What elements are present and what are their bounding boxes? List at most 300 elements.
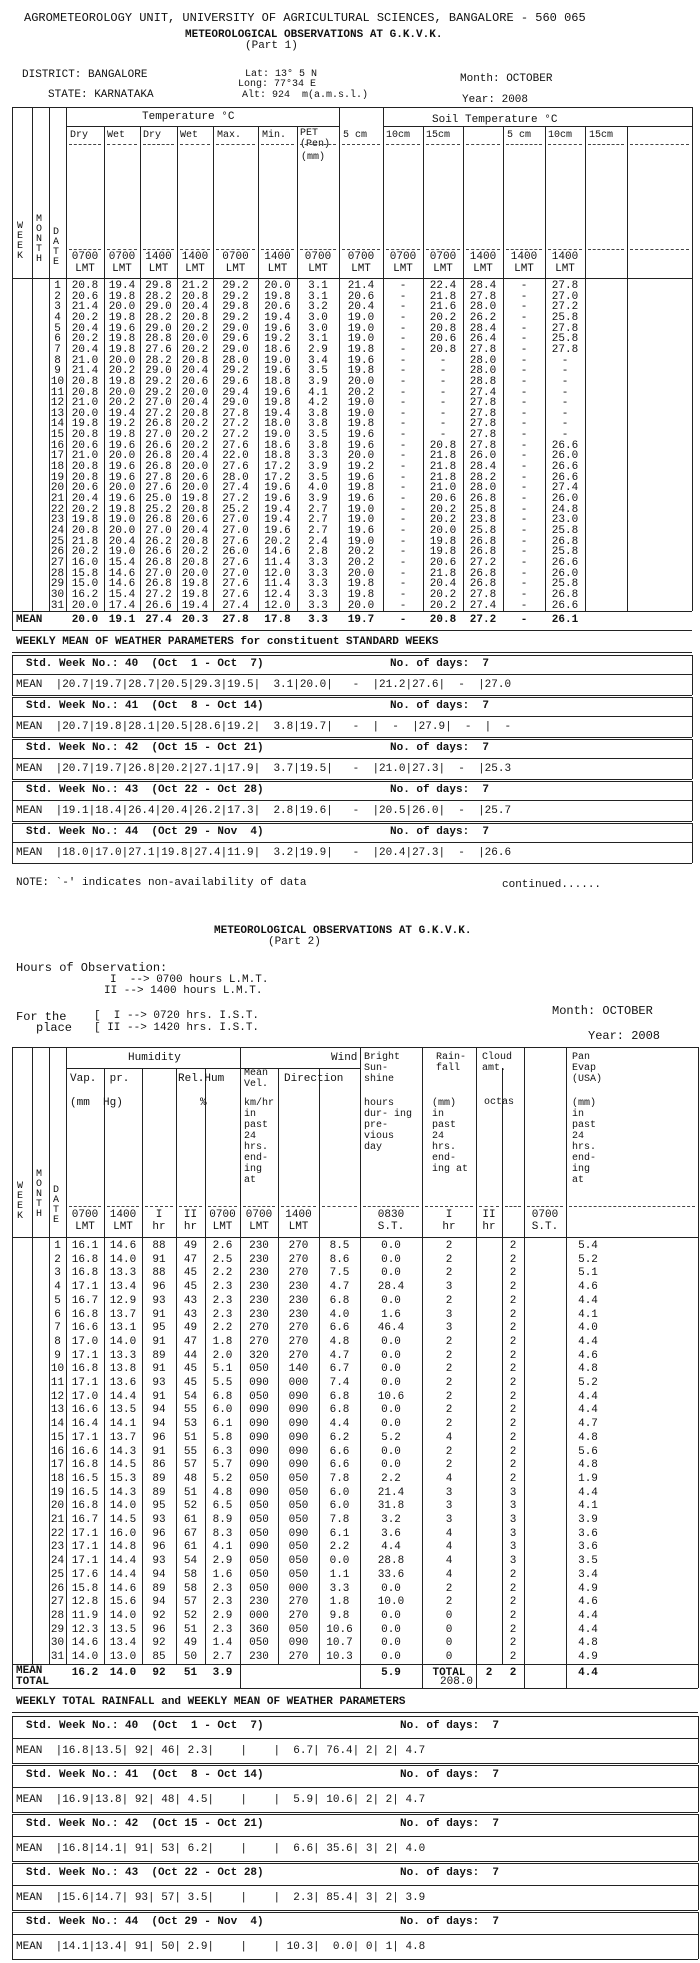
part2-mean-cell: 4.4 bbox=[578, 1667, 598, 1679]
part1-cell: 26.8 bbox=[145, 514, 172, 527]
part1-cell: 11.4 bbox=[264, 578, 291, 591]
part2-cell: 1 bbox=[54, 1240, 61, 1252]
part1-cell: 19.6 bbox=[108, 322, 136, 335]
part1-cell: 26.8 bbox=[551, 535, 579, 548]
part2-cell: 49 bbox=[183, 1637, 198, 1650]
part2-cell: 15 bbox=[50, 1431, 65, 1444]
part1-time-cell: 1400 bbox=[264, 251, 291, 263]
part1-cell: 20.2 bbox=[108, 397, 136, 410]
hours-label: Hours of Observation: bbox=[16, 961, 168, 975]
part2-cell: 14.0 bbox=[109, 1253, 137, 1266]
part1-cell: 5 bbox=[54, 322, 61, 335]
part1-cell: 20.0 bbox=[108, 524, 136, 537]
part1-cell: 27.6 bbox=[145, 482, 172, 495]
part1-mean-cell: 20.3 bbox=[181, 614, 209, 626]
part1-cell: 27.0 bbox=[145, 567, 172, 580]
part1-cell: 22.0 bbox=[222, 450, 249, 463]
part2-cell: 18 bbox=[50, 1472, 65, 1485]
part2-cell: 14.6 bbox=[71, 1637, 99, 1650]
part1-cell: 20.2 bbox=[347, 556, 375, 569]
part2-cell: 6.6 bbox=[329, 1322, 350, 1335]
part1-cell: 29.2 bbox=[222, 280, 249, 292]
part1-cell: 19.6 bbox=[108, 471, 136, 484]
part1-cell: 28.8 bbox=[469, 375, 497, 388]
part2-cell: 2 bbox=[509, 1267, 517, 1280]
part2-cell: 44 bbox=[183, 1349, 198, 1362]
part2-cell: 1.6 bbox=[212, 1568, 233, 1581]
part1-time-cell: 1400 bbox=[469, 251, 497, 263]
part1-mean-cell: 19.1 bbox=[108, 614, 136, 626]
part1-cell: 27.6 bbox=[222, 535, 249, 548]
vapour-pressure-unit: (mm Hg) bbox=[70, 1097, 123, 1109]
part1-cell: 11.4 bbox=[264, 556, 291, 569]
part1-cell: 26 bbox=[50, 546, 65, 559]
part1-time-cell: 0700 bbox=[347, 251, 375, 263]
part2-cell: 16.4 bbox=[71, 1418, 99, 1431]
part1-cell: 21.0 bbox=[71, 397, 99, 410]
rule-line bbox=[692, 655, 693, 695]
part2-cell: 14.6 bbox=[109, 1240, 137, 1252]
part1-cell: - bbox=[399, 375, 407, 388]
part1-cell: 28.8 bbox=[145, 333, 172, 346]
col-soil-15cm-1400: 15cm bbox=[589, 130, 614, 141]
rule-line bbox=[12, 1910, 698, 1911]
part2-cell: 0.0 bbox=[381, 1240, 401, 1252]
part1-cell: 20 bbox=[50, 482, 65, 495]
part1-cell: 13 bbox=[50, 407, 65, 420]
part2-cell: 14.1 bbox=[109, 1418, 137, 1431]
part2-cell: 2 bbox=[509, 1651, 517, 1663]
part1-time-cell: 1400 bbox=[145, 251, 172, 263]
part1-cell: 2.7 bbox=[308, 514, 328, 527]
part2-cell: 19 bbox=[50, 1486, 65, 1499]
part2-cell: 95 bbox=[152, 1500, 166, 1513]
column-underline bbox=[569, 1206, 695, 1207]
part2-cell: 28 bbox=[50, 1609, 65, 1622]
part1-cell: 26.8 bbox=[145, 461, 172, 474]
part1-cell: 26.8 bbox=[145, 556, 172, 569]
part1-cell: 29.2 bbox=[222, 365, 249, 378]
soil-temperature-header: Soil Temperature °C bbox=[432, 114, 558, 126]
part1-cell: 27.8 bbox=[469, 588, 497, 601]
part2-cell: 0.0 bbox=[381, 1404, 401, 1417]
col-min: Min. bbox=[262, 130, 287, 141]
part2-cell: 96 bbox=[152, 1541, 166, 1554]
part2-cell: 2 bbox=[445, 1240, 453, 1252]
part2-cell: 000 bbox=[288, 1377, 309, 1389]
part2-cell: 14.6 bbox=[109, 1582, 137, 1595]
part2-mean-cell: 51 bbox=[183, 1667, 198, 1679]
part2-cell: 13.4 bbox=[109, 1281, 137, 1294]
part1-cell: 28.0 bbox=[469, 354, 497, 367]
part2-cell: 6.0 bbox=[212, 1404, 233, 1417]
part2-cell: 8.6 bbox=[329, 1253, 350, 1266]
part1-cell: 4.1 bbox=[308, 386, 328, 399]
part2-cell: 61 bbox=[183, 1514, 198, 1526]
part2-cell: 2 bbox=[445, 1363, 453, 1376]
rule-line bbox=[12, 842, 692, 843]
part2-time-cell: 0700 bbox=[531, 1209, 559, 1221]
part1-cell: 26.0 bbox=[551, 567, 579, 580]
part1-cell: 12.0 bbox=[264, 599, 291, 612]
part2-cell: 2 bbox=[509, 1308, 517, 1321]
part2-cell: 090 bbox=[249, 1418, 269, 1431]
rule-line bbox=[12, 1763, 698, 1764]
part2-cell: 15.8 bbox=[71, 1582, 99, 1595]
part1-cell: 19.0 bbox=[108, 514, 136, 527]
cloud-unit: octas bbox=[484, 1097, 515, 1108]
part1-cell: 27.2 bbox=[222, 429, 249, 442]
part2-cell: 4.8 bbox=[578, 1637, 598, 1650]
part2-cell: 13.0 bbox=[109, 1651, 137, 1663]
part1-cell: 28.0 bbox=[222, 471, 249, 484]
part2-cell: 270 bbox=[288, 1609, 309, 1622]
part1-cell: - bbox=[399, 503, 407, 516]
part1-cell: 19.6 bbox=[347, 524, 375, 537]
part2-time-cell: I bbox=[445, 1209, 453, 1221]
part2-cell: 1.8 bbox=[329, 1596, 350, 1609]
column-underline bbox=[107, 144, 137, 145]
part2-cell: 53 bbox=[183, 1418, 198, 1431]
part1-cell: 20.4 bbox=[71, 343, 99, 356]
part1-cell: 19.6 bbox=[108, 461, 136, 474]
part2-cell: 000 bbox=[288, 1582, 309, 1595]
part1-cell: 20.4 bbox=[71, 493, 99, 505]
part2-cell: 0 bbox=[445, 1637, 453, 1650]
week-mean-row: MEAN |20.7|19.7|26.8|20.2|27.1|17.9| 3.7|19.5| - |21.0|27.3| - |25.3 bbox=[16, 763, 512, 775]
part2-cell: 2 bbox=[445, 1582, 453, 1595]
part2-cell: 050 bbox=[249, 1568, 269, 1581]
part2-cell: 58 bbox=[183, 1582, 198, 1595]
week-heading: Std. Week No.: 41 (Oct 8 - Oct 14) bbox=[26, 700, 264, 712]
part2-mean-cell: 5.9 bbox=[381, 1667, 401, 1679]
part1-cell: 3.8 bbox=[308, 439, 328, 452]
part1-cell: 27.6 bbox=[222, 439, 249, 452]
part2-cell: 050 bbox=[288, 1514, 309, 1526]
rule-line bbox=[698, 1765, 699, 1812]
part1-cell: 15.4 bbox=[108, 588, 136, 601]
part1-cell: 21.8 bbox=[429, 461, 457, 474]
part1-cell: 26.8 bbox=[145, 418, 172, 431]
part2-cell: 6.8 bbox=[329, 1404, 350, 1417]
part1-cell: 20.2 bbox=[181, 429, 209, 442]
part2-cell: 61 bbox=[183, 1541, 198, 1554]
part2-cell: 14.4 bbox=[109, 1568, 137, 1581]
part2-cell: 22 bbox=[50, 1527, 65, 1540]
part2-cell: 230 bbox=[288, 1281, 309, 1294]
part2-subtitle: (Part 2) bbox=[268, 936, 321, 948]
part1-cell: 3.9 bbox=[308, 461, 328, 474]
part1-cell: 4.0 bbox=[308, 482, 328, 495]
part2-cell: 050 bbox=[288, 1500, 309, 1513]
part1-cell: 3.5 bbox=[308, 471, 328, 484]
part2-time-cell: 0830 bbox=[377, 1209, 405, 1221]
part2-cell: 4.7 bbox=[329, 1349, 350, 1362]
part1-cell: 26.4 bbox=[469, 333, 497, 346]
part2-cell: 0 bbox=[445, 1651, 453, 1663]
part2-cell: 5.5 bbox=[212, 1377, 233, 1389]
part1-cell: - bbox=[399, 514, 407, 527]
part1-cell: 20.0 bbox=[347, 375, 375, 388]
part2-cell: 4.6 bbox=[578, 1281, 598, 1294]
part2-cell: 3.3 bbox=[329, 1582, 350, 1595]
part1-cell: 8 bbox=[54, 354, 61, 367]
part2-cell: 26 bbox=[50, 1582, 65, 1595]
part1-cell: 23.0 bbox=[551, 514, 579, 527]
part1-cell: 19.8 bbox=[108, 343, 136, 356]
part1-cell: - bbox=[520, 493, 528, 505]
part2-cell: 88 bbox=[152, 1240, 166, 1252]
part1-cell: 3.1 bbox=[308, 333, 328, 346]
part1-cell: 25.8 bbox=[469, 524, 497, 537]
part2-cell: 2.7 bbox=[212, 1651, 233, 1663]
part2-cell: 13.7 bbox=[109, 1308, 137, 1321]
part2-cell: 270 bbox=[288, 1322, 309, 1335]
part1-cell: 28.0 bbox=[469, 301, 497, 314]
part1-cell: 16.2 bbox=[71, 588, 99, 601]
part2-cell: 270 bbox=[288, 1240, 309, 1252]
part1-cell: - bbox=[399, 450, 407, 463]
part1-cell: 15.8 bbox=[71, 567, 99, 580]
part1-time-cell: 1400 bbox=[510, 251, 538, 263]
part2-cell: 13 bbox=[50, 1404, 65, 1417]
vapour-pressure-header: Vap. pr. bbox=[70, 1073, 130, 1085]
rule-line bbox=[12, 1812, 698, 1813]
part2-cell: 2 bbox=[509, 1637, 517, 1650]
part1-cell: 2.7 bbox=[308, 503, 328, 516]
part2-cell: 45 bbox=[183, 1363, 198, 1376]
part1-cell: 27.8 bbox=[469, 407, 497, 420]
part2-time-unit: LMT bbox=[288, 1221, 309, 1233]
part1-cell: 15.0 bbox=[71, 578, 99, 591]
part2-cell: 17.1 bbox=[71, 1377, 99, 1389]
part1-cell: 12.0 bbox=[264, 567, 291, 580]
part1-cell: 23 bbox=[50, 514, 65, 527]
part2-cell: 2 bbox=[509, 1445, 517, 1458]
mean-velocity-header: Mean Vel. bbox=[244, 1068, 269, 1090]
part2-cell: 090 bbox=[249, 1377, 269, 1389]
part2-cell: 16.1 bbox=[71, 1240, 99, 1252]
part1-cell: 20.2 bbox=[71, 311, 99, 324]
part1-cell: 27.4 bbox=[469, 386, 497, 399]
part1-cell: 21.0 bbox=[71, 354, 99, 367]
part2-cell: 6.6 bbox=[329, 1445, 350, 1458]
week-mean-row: MEAN |16.8|13.5| 92| 46| 2.3| | | 6.7| 76.4| 2| 2| 4.7 bbox=[16, 1745, 426, 1757]
rule-line bbox=[12, 1716, 13, 1763]
part1-cell: 20.8 bbox=[181, 290, 209, 303]
part1-cell: 17 bbox=[50, 450, 65, 463]
part2-cell: 45 bbox=[183, 1281, 198, 1294]
part1-cell: 20.2 bbox=[181, 343, 209, 356]
part2-cell: 28.8 bbox=[377, 1555, 405, 1568]
week-heading: Std. Week No.: 42 (Oct 15 - Oct 21) bbox=[26, 1818, 264, 1830]
rule-line bbox=[692, 781, 693, 821]
part2-time-cell: II bbox=[183, 1209, 198, 1221]
part1-mean-cell: 20.8 bbox=[429, 614, 457, 626]
part1-cell: - bbox=[399, 535, 407, 548]
part1-cell: 20.2 bbox=[71, 546, 99, 559]
part1-cell: 20.0 bbox=[347, 599, 375, 612]
part2-cell: 230 bbox=[249, 1596, 269, 1609]
part2-cell: 51 bbox=[183, 1623, 198, 1636]
part2-cell: 4.4 bbox=[578, 1486, 598, 1499]
part1-cell: 20.2 bbox=[181, 418, 209, 431]
part1-cell: 29.6 bbox=[222, 375, 249, 388]
week-mean-row: MEAN |14.1|13.4| 91| 50| 2.9| | | 10.3| 0.0| 0| 1| 4.8 bbox=[16, 1941, 426, 1953]
part1-cell: - bbox=[520, 333, 528, 346]
part2-time-cell: 0700 bbox=[71, 1209, 99, 1221]
part2-cell: 91 bbox=[152, 1308, 166, 1321]
rule-line bbox=[12, 697, 692, 698]
part1-cell: 28.0 bbox=[469, 482, 497, 495]
part2-cell: 92 bbox=[152, 1609, 166, 1622]
part2-cell: 2 bbox=[445, 1294, 453, 1307]
week-days: No. of days: 7 bbox=[390, 784, 490, 796]
part1-cell: 20.2 bbox=[429, 514, 457, 527]
note-text: NOTE: `-' indicates non-availability of data bbox=[16, 877, 307, 889]
part2-cell: 13.1 bbox=[109, 1322, 137, 1335]
part1-cell: 20.2 bbox=[181, 546, 209, 559]
part1-mean-cell: 17.8 bbox=[264, 614, 291, 626]
part1-cell: 17.2 bbox=[264, 461, 291, 474]
part2-cell: 16.6 bbox=[71, 1445, 99, 1458]
part1-cell: - bbox=[399, 290, 407, 303]
part1-cell: - bbox=[399, 322, 407, 335]
part1-cell: 21.6 bbox=[429, 301, 457, 314]
part2-cell: 230 bbox=[288, 1308, 309, 1321]
part1-cell: 19.6 bbox=[108, 493, 136, 505]
part1-cell: 25.8 bbox=[551, 311, 579, 324]
part1-time-unit: LMT bbox=[351, 263, 371, 275]
column-underline bbox=[216, 249, 255, 250]
part1-cell: 3 bbox=[54, 301, 61, 314]
part1-cell: - bbox=[520, 290, 528, 303]
part1-cell: 19.2 bbox=[264, 333, 291, 346]
column-underline bbox=[69, 144, 101, 145]
part2-cell: 14.4 bbox=[109, 1555, 137, 1568]
part1-cell: 19.0 bbox=[347, 503, 375, 516]
part2-cell: 4 bbox=[445, 1568, 453, 1581]
part1-cell: 12.4 bbox=[264, 588, 291, 601]
part2-cell: 46.4 bbox=[377, 1322, 405, 1335]
part1-mean-cell: 3.3 bbox=[308, 614, 328, 626]
part2-cell: 230 bbox=[249, 1294, 269, 1307]
column-underline bbox=[479, 1206, 499, 1207]
week-heading: Std. Week No.: 40 (Oct 1 - Oct 7) bbox=[26, 1720, 264, 1732]
part1-cell: 17.4 bbox=[108, 599, 136, 612]
week-days: No. of days: 7 bbox=[400, 1818, 500, 1830]
part1-cell: - bbox=[561, 407, 569, 420]
part2-mean-cell: 14.0 bbox=[109, 1667, 137, 1679]
rule-line bbox=[12, 737, 692, 738]
part2-cell: 94 bbox=[152, 1404, 166, 1417]
part1-cell: - bbox=[399, 397, 407, 410]
part2-cell: 12.3 bbox=[71, 1623, 99, 1636]
part2-cell: 13.5 bbox=[109, 1623, 137, 1636]
part1-cell: 27.0 bbox=[145, 429, 172, 442]
part2-cell: 13.4 bbox=[109, 1637, 137, 1650]
part2-mean-cell: 2 bbox=[485, 1667, 493, 1679]
part2-cell: 16.8 bbox=[71, 1459, 99, 1472]
part2-cell: 230 bbox=[249, 1308, 269, 1321]
part1-cell: 29.0 bbox=[222, 397, 249, 410]
part1-cell: 3.4 bbox=[308, 354, 328, 367]
rule-line bbox=[12, 697, 13, 737]
part2-time-unit: LMT bbox=[113, 1221, 133, 1233]
part2-cell: 3 bbox=[445, 1500, 453, 1513]
part2-cell: 2.3 bbox=[212, 1623, 233, 1636]
part1-cell: 25.8 bbox=[551, 333, 579, 346]
part2-cell: 16.6 bbox=[71, 1322, 99, 1335]
part1-cell: 20.4 bbox=[108, 535, 136, 548]
part1-time-unit: LMT bbox=[393, 263, 413, 275]
part2-cell: 050 bbox=[288, 1472, 309, 1485]
part2-cell: 96 bbox=[152, 1623, 166, 1636]
part1-cell: 19.8 bbox=[71, 418, 99, 431]
column-underline bbox=[386, 249, 420, 250]
part1-cell: 14.6 bbox=[108, 578, 136, 591]
part1-cell: 26.8 bbox=[469, 535, 497, 548]
part1-cell: 14 bbox=[50, 418, 65, 431]
part1-cell: 18.6 bbox=[264, 343, 291, 356]
part2-cell: 13.3 bbox=[109, 1267, 137, 1280]
rule-line bbox=[12, 758, 692, 759]
part2-cell: 15.6 bbox=[109, 1596, 137, 1609]
part2-cell: 0 bbox=[445, 1623, 453, 1636]
part1-cell: 22.4 bbox=[429, 280, 457, 292]
part2-cell: 2 bbox=[509, 1363, 517, 1376]
part1-cell: 19.8 bbox=[429, 546, 457, 559]
part1-cell: - bbox=[520, 450, 528, 463]
part1-cell: - bbox=[520, 471, 528, 484]
column-underline bbox=[630, 249, 689, 250]
part1-cell: 19.4 bbox=[264, 407, 291, 420]
part1-mean-cell: 27.2 bbox=[469, 614, 497, 626]
part1-cell: 2.4 bbox=[308, 535, 328, 548]
part2-cell: 1.6 bbox=[381, 1308, 401, 1321]
part1-cell: 3.9 bbox=[308, 493, 328, 505]
part2-cell: 94 bbox=[152, 1418, 166, 1431]
part1-cell: 3.3 bbox=[308, 578, 328, 591]
part1-cell: 2.7 bbox=[308, 524, 328, 537]
part1-cell: 20.0 bbox=[108, 450, 136, 463]
column-underline bbox=[261, 249, 294, 250]
part1-cell: 27.8 bbox=[222, 407, 249, 420]
part1-cell: 3.0 bbox=[308, 311, 328, 324]
part2-cell: 3.2 bbox=[381, 1514, 401, 1526]
part1-cell: - bbox=[399, 599, 407, 612]
part1-cell: 18.0 bbox=[264, 418, 291, 431]
relative-humidity-header: Rel.Hum bbox=[178, 1073, 225, 1085]
part1-cell: 19.0 bbox=[347, 397, 375, 410]
part2-cell: 7.8 bbox=[329, 1514, 350, 1526]
part2-cell: 2 bbox=[445, 1418, 453, 1431]
part2-cell: 3 bbox=[445, 1281, 453, 1294]
part2-cell: 16.8 bbox=[71, 1267, 99, 1280]
pan-evaporation-unit: (mm) in past 24 hrs. end- ing at bbox=[572, 1098, 597, 1186]
part1-cell: 12 bbox=[50, 397, 65, 410]
part1-cell: 20.2 bbox=[181, 322, 209, 335]
part1-cell: 19.0 bbox=[264, 354, 291, 367]
part1-cell: 14.6 bbox=[264, 546, 291, 559]
part1-time-cell: 1400 bbox=[551, 251, 579, 263]
part2-cell: 27 bbox=[50, 1596, 65, 1609]
part2-cell: 2 bbox=[509, 1377, 517, 1389]
part2-cell: 050 bbox=[249, 1527, 269, 1540]
part1-cell: 20.8 bbox=[71, 386, 99, 399]
part2-cell: 1.9 bbox=[578, 1472, 598, 1485]
part2-cell: 2.6 bbox=[212, 1240, 233, 1252]
